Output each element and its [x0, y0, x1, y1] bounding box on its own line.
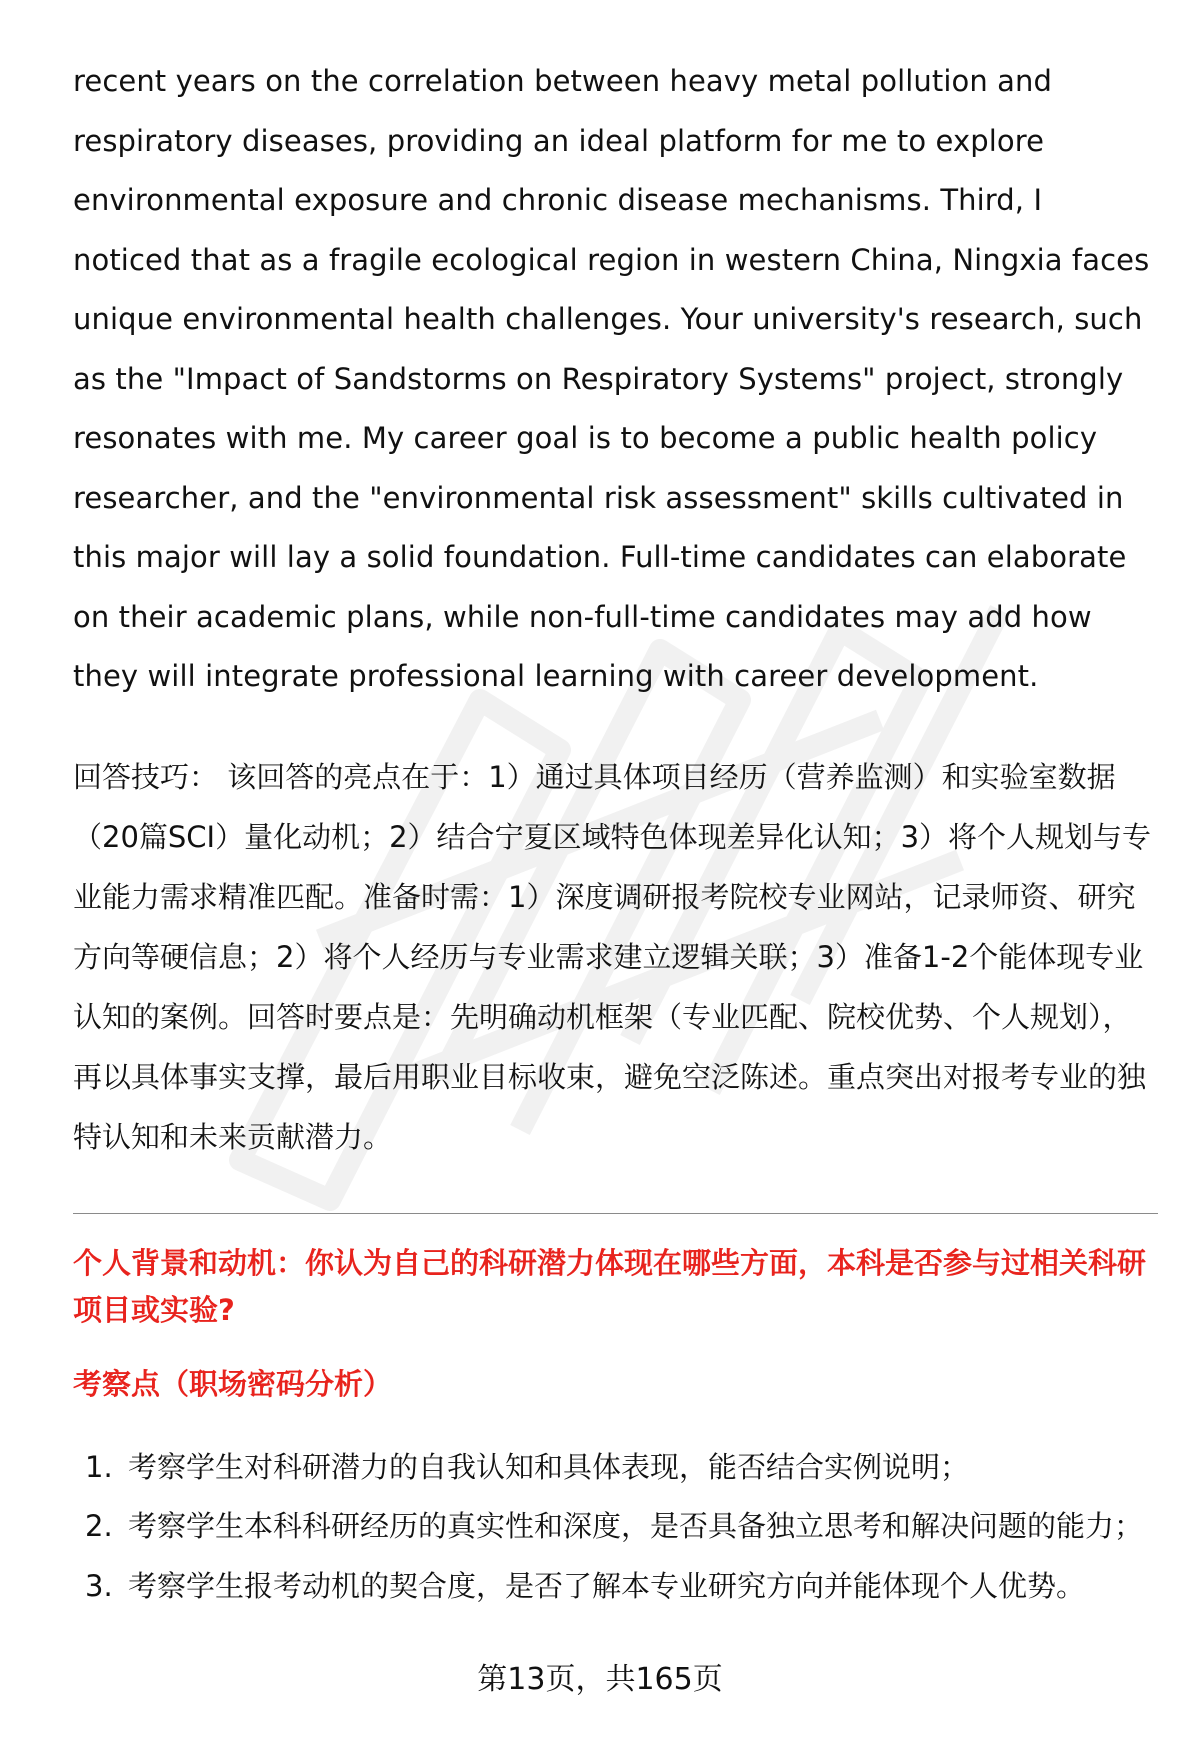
- tips-paragraph: 回答技巧： 该回答的亮点在于：1）通过具体项目经历（营养监测）和实验室数据（20篇SCI）量化动机；2）结合宁夏区域特色体现差异化认知；3）将个人规划与专业能力需求精准匹配。准备时需：1）深度调研报考院校专业网站，记录师资、研究方向等硬信息；2）将个人经历与专业需求建立逻辑关联；3）准备1-2个能体现专业认知的案例。回答时要点是：先明确动机框架（专业匹配、院校优势、个人规划），再以具体事实支撑，最后用职业目标收束，避免空泛陈述。重点突出对报考专业的独特认知和未来贡献潜力。: [73, 759, 1152, 1154]
- list-item-number: 3.: [85, 1568, 113, 1603]
- document-page: [73, 52, 1158, 1616]
- focus-heading: 考察点（职场密码分析）: [73, 1366, 393, 1401]
- list-item-number: 2.: [85, 1509, 113, 1543]
- list-item-number: 1.: [85, 1449, 113, 1484]
- list-item: [73, 1497, 1158, 1557]
- focus-points-list: [73, 1438, 1158, 1617]
- list-item-text: 考察学生本科科研经历的真实性和深度，是否具备独立思考和解决问题的能力；: [128, 1509, 1144, 1543]
- list-item: [73, 1438, 1158, 1498]
- list-item-text: 考察学生报考动机的契合度，是否了解本专业研究方向并能体现个人优势。: [128, 1568, 1086, 1603]
- page-number-footer: 第13页，共165页: [477, 1662, 723, 1697]
- list-item-text: 考察学生对科研潜力的自我认知和具体表现，能否结合实例说明；: [128, 1449, 970, 1484]
- question-heading: 个人背景和动机：你认为自己的科研潜力体现在哪些方面，本科是否参与过相关科研项目或实验?: [73, 1245, 1147, 1327]
- list-item: [73, 1557, 1158, 1617]
- body-paragraph: recent years on the correlation between heavy metal pollution and respiratory diseases, providing an ideal platform for me to explore environmental exposure and chronic disease mechanisms. Third, I noticed that as a fragile ecological region in western China, Ningxia faces unique environmental health challenges. Your university's research, such as the "Impact of Sandstorms on Respiratory Systems" project, strongly resonates with me. My career goal is to become a public health policy researcher, and the "environmental risk assessment" skills cultivated in this major will lay a solid foundation. Full-time candidates can elaborate on their academic plans, while non-full-time candidates may add how they will integrate professional learning with career development.: [73, 64, 1150, 693]
- section-divider: [73, 1213, 1158, 1214]
